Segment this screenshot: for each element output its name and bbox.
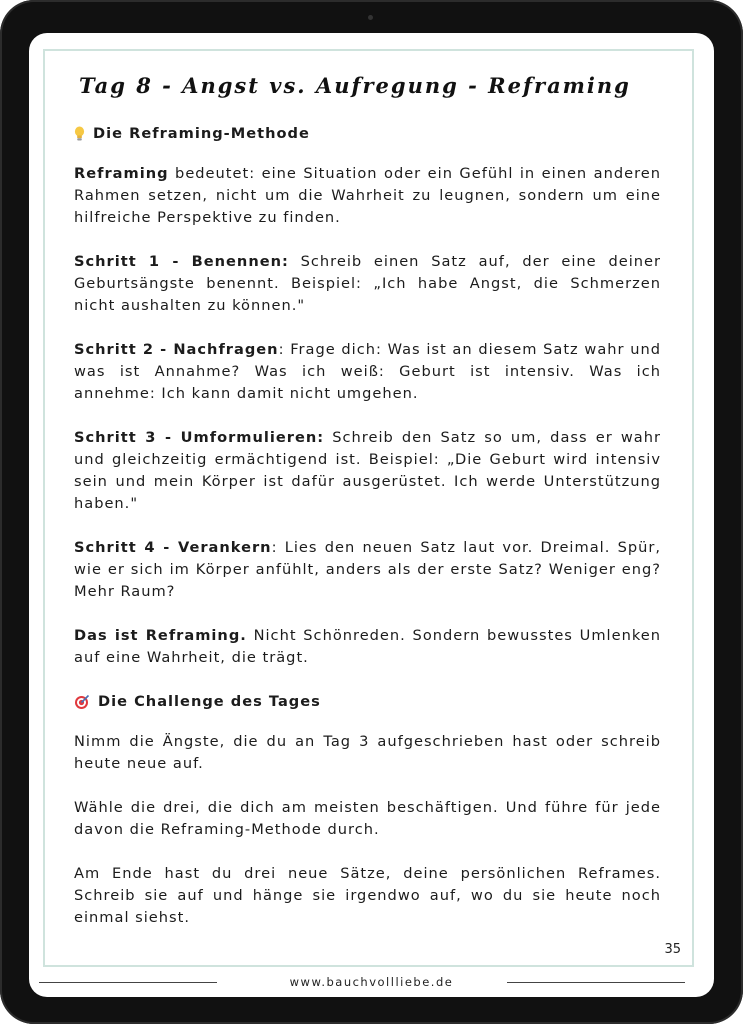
step-paragraph (74, 537, 661, 603)
step-paragraph (74, 339, 661, 405)
intro-lead: Reframing (74, 165, 169, 182)
footer-url: www.bauchvollliebe.de (289, 975, 454, 989)
footer-divider-right (507, 982, 685, 983)
section-heading-reframing (74, 123, 661, 145)
step-text: : Frage dich: Was ist an diesem Satz wahr und was ist Annahme? Was ich weiß: Geburt ist intensiv. Was ich annehme: Ich kann damit nicht umgehen. (74, 341, 661, 402)
step-text: Schreib einen Satz auf, der eine deiner Geburtsängste benennt. Beispiel: „Ich habe Angst, die Schmerzen nicht aushalten zu können." (74, 253, 661, 314)
page-number: 35 (664, 942, 681, 957)
closing-lead: Das ist Reframing. (74, 627, 247, 644)
step-paragraph (74, 251, 661, 317)
lightbulb-icon (74, 126, 85, 142)
step-text: Schreib den Satz so um, dass er wahr und gleichzeitig ermächtigend ist. Beispiel: „Die Geburt wird intensiv sein und mein Körper ist dafür ausgerüstet. Ich werde Unterstützung haben." (74, 429, 661, 512)
closing-text: Nicht Schönreden. Sondern bewusstes Umlenken auf eine Wahrheit, die trägt. (74, 627, 662, 666)
step-label: Schritt 3 - Umformulieren: (74, 429, 325, 446)
screen (29, 33, 714, 997)
footer (29, 973, 714, 993)
target-icon (74, 694, 90, 710)
content (74, 123, 661, 951)
closing-paragraph (74, 625, 661, 669)
challenge-paragraph: Nimm die Ängste, die du an Tag 3 aufgeschrieben hast oder schreib heute neue auf. (74, 733, 661, 772)
section-heading-label: Die Challenge des Tages (98, 693, 321, 710)
step-text: : Lies den neuen Satz laut vor. Dreimal. Spür, wie er sich im Körper anfühlt, anders als der erste Satz? Weniger eng? Mehr Raum? (74, 539, 661, 600)
challenge-paragraph: Wähle die drei, die dich am meisten beschäftigen. Und führe für jede davon die Reframing-Methode durch. (74, 799, 661, 838)
section-heading-label: Die Reframing-Methode (93, 125, 310, 142)
camera-icon (368, 15, 373, 20)
step-label: Schritt 1 - Benennen: (74, 253, 289, 270)
page-title: Tag 8 - Angst vs. Aufregung - Reframing (79, 73, 631, 98)
challenge-paragraph: Am Ende hast du drei neue Sätze, deine persönlichen Reframes. Schreib sie auf und hänge sie irgendwo auf, wo du sie heute noch einmal siehst. (74, 865, 661, 926)
step-label: Schritt 2 - Nachfragen (74, 341, 279, 358)
step-paragraph (74, 427, 661, 515)
section-heading-challenge (74, 691, 661, 713)
intro-paragraph (74, 163, 661, 229)
step-label: Schritt 4 - Verankern (74, 539, 272, 556)
intro-text: bedeutet: eine Situation oder ein Gefühl in einen anderen Rahmen setzen, nicht um die Wahrheit zu leugnen, sondern um eine hilfreiche Perspektive zu finden. (74, 165, 661, 226)
